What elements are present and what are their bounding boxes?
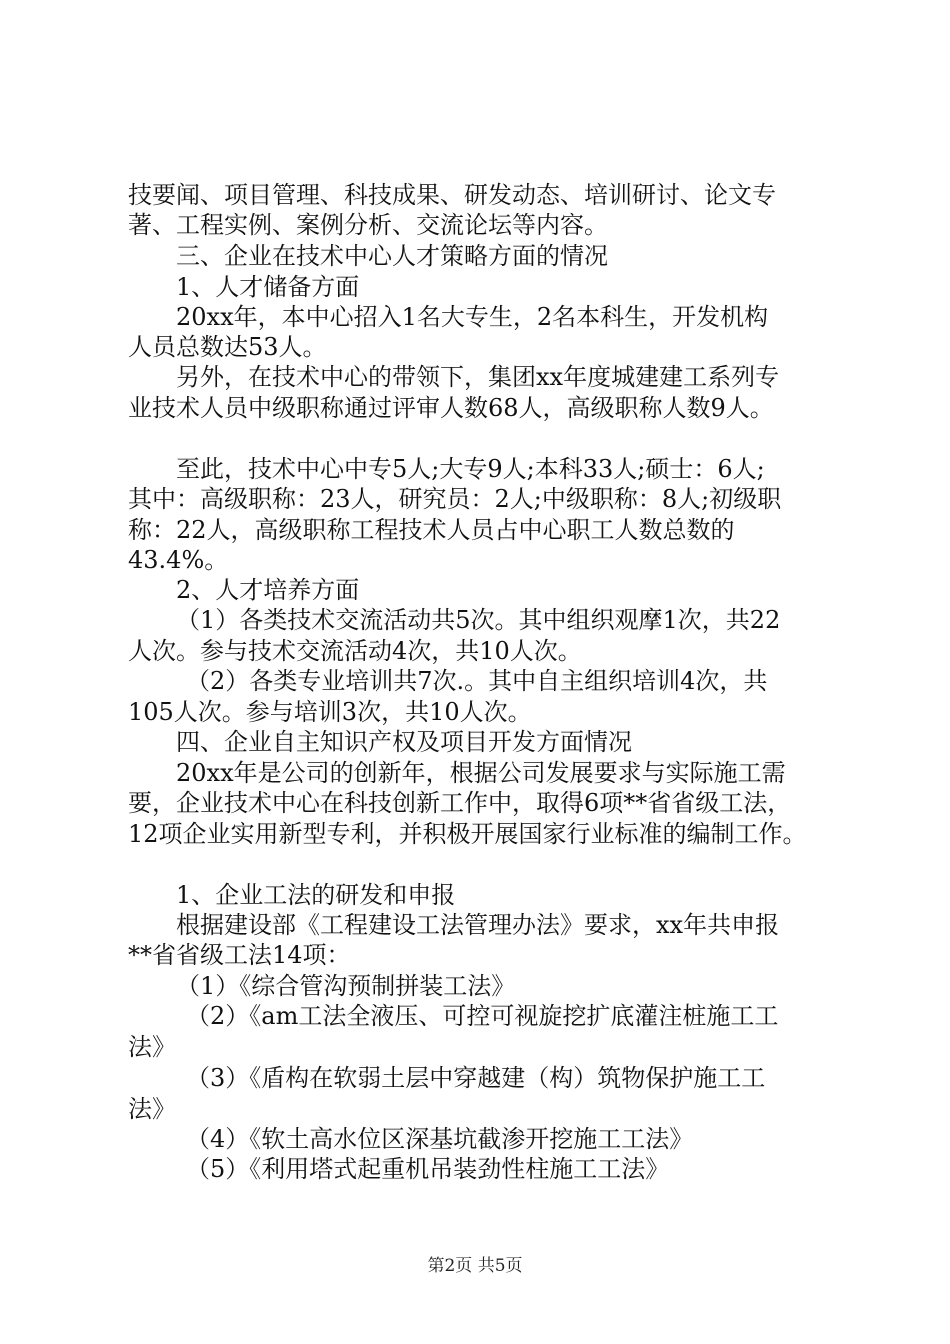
body-text-line: 其中：高级职称：23人，研究员：2人;中级职称：8人;初级职 — [128, 485, 782, 513]
list-item: （2）各类专业培训共7次.。其中自主组织培训4次，共 — [186, 667, 768, 695]
body-text-line: 称：22人，高级职称工程技术人员占中心职工人数总数的 — [128, 516, 735, 544]
section-heading: 三、企业在技术中心人才策略方面的情况 — [176, 242, 608, 270]
body-text-line: 20xx年是公司的创新年，根据公司发展要求与实际施工需 — [176, 759, 786, 787]
body-text-line: 12项企业实用新型专利，并积极开展国家行业标准的编制工作。 — [128, 820, 807, 848]
subsection-heading: 2、人才培养方面 — [176, 576, 360, 604]
page-number-footer: 第2页 共5页 — [427, 1256, 523, 1276]
body-text-line: 要，企业技术中心在科技创新工作中，取得6项**省省级工法， — [128, 789, 792, 817]
body-text-line: 法》 — [128, 1033, 176, 1061]
body-text-line: 人员总数达53人。 — [128, 333, 327, 361]
subsection-heading: 1、企业工法的研发和申报 — [176, 881, 456, 909]
list-item: （1）各类技术交流活动共5次。其中组织观摩1次，共22 — [176, 606, 781, 634]
body-text-line: 20xx年，本中心招入1名大专生，2名本科生，开发机构 — [176, 303, 769, 331]
list-item: （2）《am工法全液压、可控可视旋挖扩底灌注桩施工工 — [186, 1002, 779, 1030]
body-text-line: 人次。参与技术交流活动4次，共10人次。 — [128, 637, 582, 665]
body-text-line: **省省级工法14项： — [128, 941, 351, 969]
body-text-line: 业技术人员中级职称通过评审人数68人，高级职称人数9人。 — [128, 394, 774, 422]
body-text-line: 著、工程实例、案例分析、交流论坛等内容。 — [128, 211, 608, 239]
body-text-line: 法》 — [128, 1095, 176, 1123]
list-item: （4）《软土高水位区深基坑截渗开挖施工工法》 — [186, 1125, 694, 1153]
body-text-line: 43.4%。 — [128, 546, 229, 574]
list-item: （1）《综合管沟预制拼装工法》 — [176, 972, 516, 1000]
subsection-heading: 1、人才储备方面 — [176, 273, 360, 301]
body-text-line: 技要闻、项目管理、科技成果、研发动态、培训研讨、论文专 — [128, 181, 776, 209]
body-text-line: 另外，在技术中心的带领下，集团xx年度城建建工系列专 — [176, 363, 780, 391]
body-text-line: 105人次。参与培训3次，共10人次。 — [128, 698, 532, 726]
list-item: （5）《利用塔式起重机吊装劲性柱施工工法》 — [186, 1155, 670, 1183]
section-heading: 四、企业自主知识产权及项目开发方面情况 — [176, 728, 632, 756]
body-text-line: 至此，技术中心中专5人;大专9人;本科33人;硕士：6人; — [176, 455, 765, 483]
list-item: （3）《盾构在软弱土层中穿越建（构）筑物保护施工工 — [186, 1064, 766, 1092]
body-text-line: 根据建设部《工程建设工法管理办法》要求，xx年共申报 — [176, 911, 780, 939]
